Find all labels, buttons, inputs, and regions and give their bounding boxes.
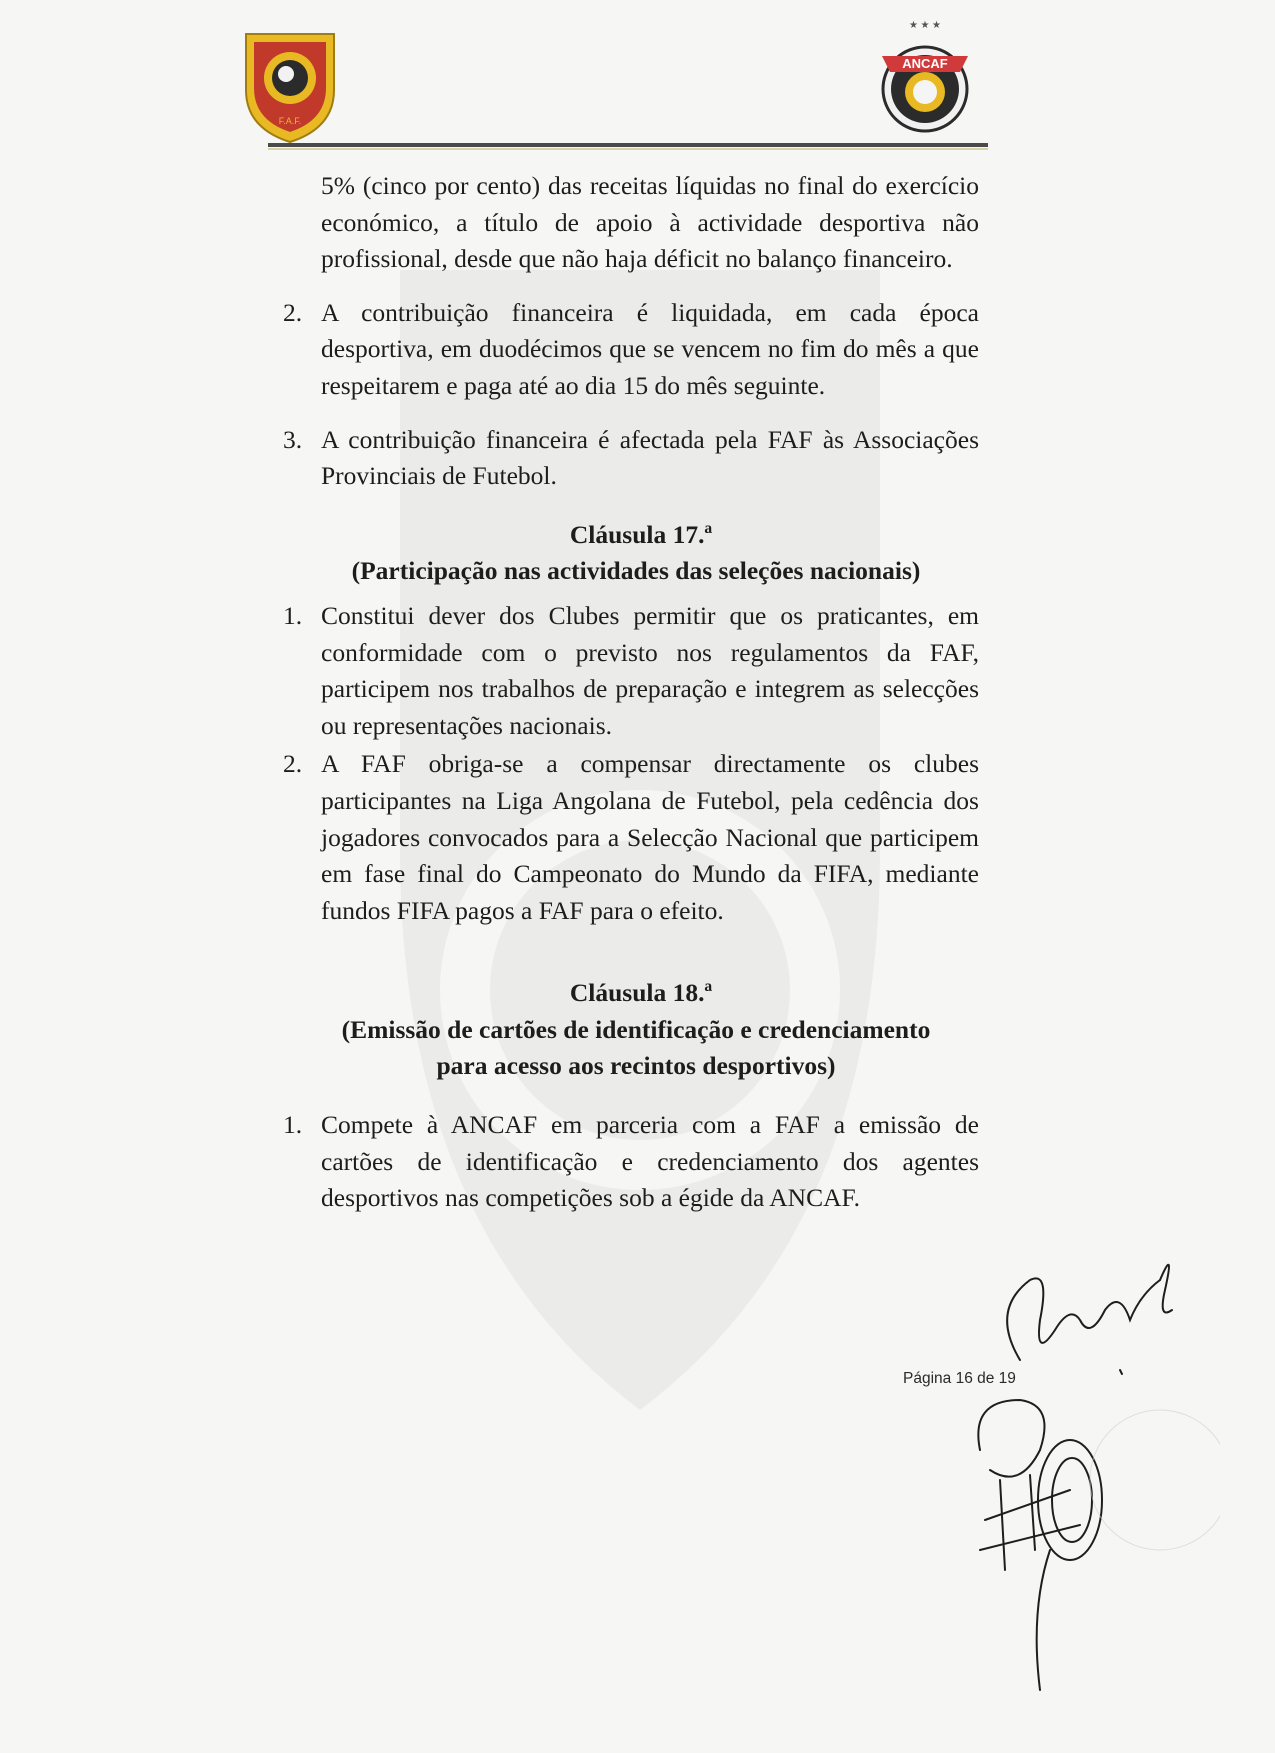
header-divider [268, 143, 988, 147]
clause-17-title: (Participação nas actividades das seleções nacionais) [351, 556, 921, 586]
item-number: 1. [283, 1110, 303, 1140]
clause-18-title-line2: para acesso aos recintos desportivos) [436, 1051, 836, 1081]
item-text: A FAF obriga-se a compensar directamente os clubes participantes na Liga Angolana de Futebol, pela cedência dos jogadores convocados para a Selecção Nacional que participem em fase final do Campeonato do Mundo da FIFA, mediante fundos FIFA pagos a FAF para o efeito. [321, 749, 979, 925]
clause-18-heading: Cláusula 18.ª [569, 978, 713, 1008]
item-number: 2. [283, 297, 303, 327]
faf-logo-icon [240, 28, 340, 146]
ancaf-logo-icon [870, 14, 980, 139]
svg-text:ANCAF: ANCAF [902, 56, 948, 71]
signature-icon [960, 1250, 1220, 1700]
clause-18-title-line1: (Emissão de cartões de identificação e credenciamento [341, 1014, 931, 1044]
list-item [283, 422, 979, 495]
list-item [283, 295, 979, 405]
list-item [283, 746, 979, 929]
item-text: Compete à ANCAF em parceria com a FAF a emissão de cartões de identificação e credenciamento dos agentes desportivos nas competições sob a égide da ANCAF. [321, 1110, 979, 1213]
document-body [283, 168, 979, 1217]
item-number: 3. [283, 424, 303, 454]
page-number: Página 16 de 19 [903, 1370, 1016, 1387]
list-item [283, 1107, 979, 1217]
opening-paragraph: 5% (cinco por cento) das receitas líquidas no final do exercício económico, a título de apoio à actividade desportiva não profissional, desde que não haja déficit no balanço financeiro. [321, 171, 979, 274]
svg-text:F.A.F.: F.A.F. [278, 116, 302, 126]
item-text: Constitui dever dos Clubes permitir que os praticantes, em conformidade com o previsto nos regulamentos da FAF, participem nos trabalhos de preparação e integrem as selecções ou representações nacionais. [321, 600, 979, 740]
list-item [283, 598, 979, 744]
item-number: 2. [283, 749, 303, 779]
svg-text:★ ★ ★: ★ ★ ★ [909, 20, 941, 31]
item-text: A contribuição financeira é liquidada, em cada época desportiva, em duodécimos que se vencem no fim do mês a que respeitarem e paga até ao dia 15 do mês seguinte. [321, 297, 979, 400]
clause-17-heading: Cláusula 17.ª [569, 519, 713, 549]
item-text: A contribuição financeira é afectada pela FAF às Associações Provinciais de Futebol. [321, 424, 979, 491]
item-number: 1. [283, 600, 303, 630]
